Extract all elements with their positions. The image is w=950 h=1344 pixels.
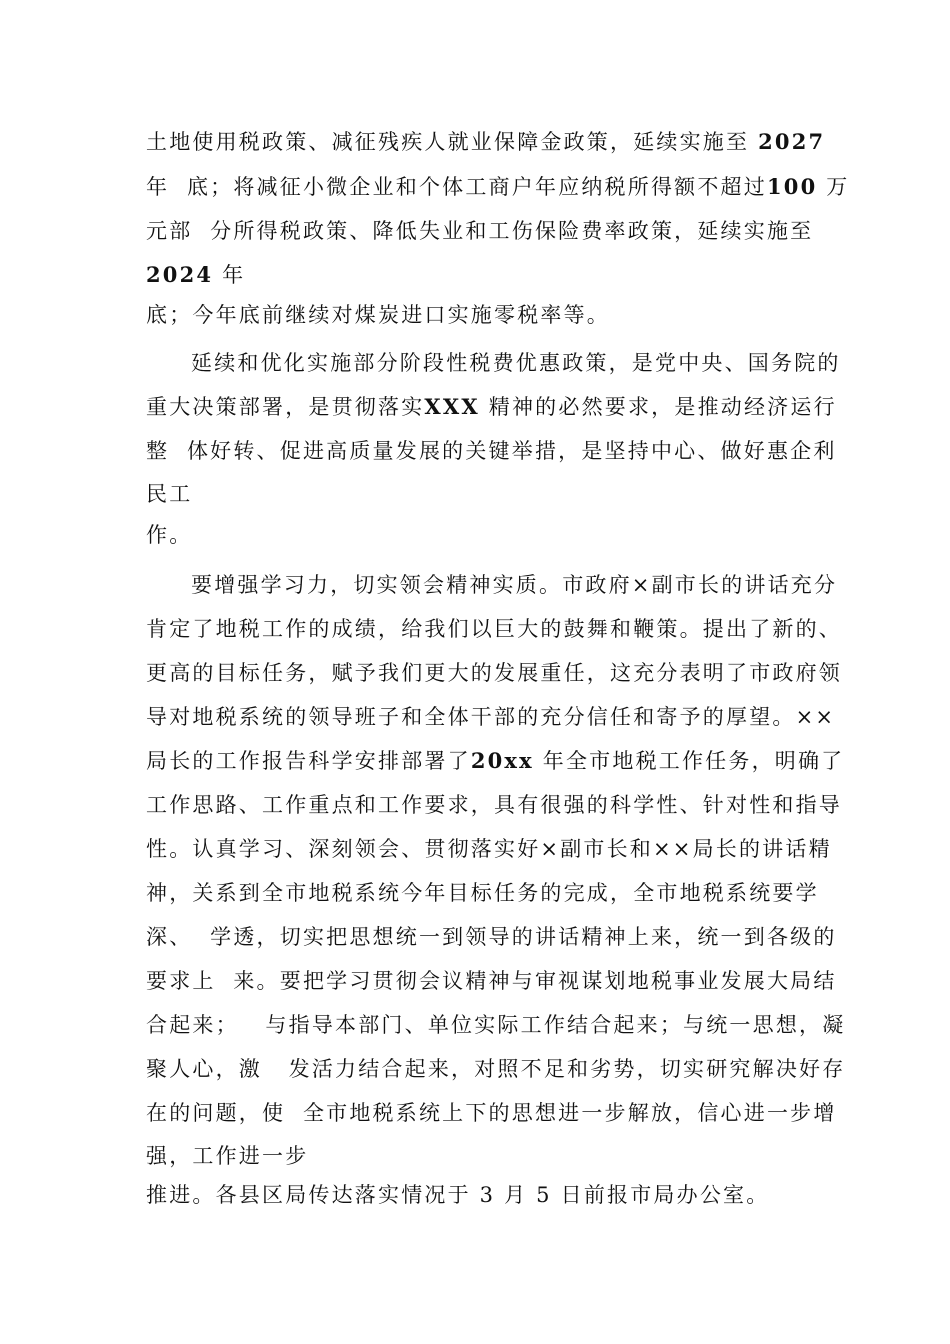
text-line: 神，关系到全市地税系统今年目标任务的完成，全市地税系统要学	[146, 881, 819, 905]
text-line: 年 底；将减征小微企业和个体工商户年应纳税所得额不超过100 万	[146, 174, 850, 199]
text-line: 更高的目标任务，赋予我们更大的发展重任，这充分表明了市政府领	[146, 661, 842, 685]
text-line: 局长的工作报告科学安排部署了20xx 年全市地税工作任务，明确了	[146, 748, 845, 773]
text-line: 要增强学习力，切实领会精神实质。市政府×副市长的讲话充分	[191, 573, 838, 597]
text-line: 2024 年	[146, 262, 246, 287]
text-line: 延续和优化实施部分阶段性税费优惠政策，是党中央、国务院的	[191, 351, 841, 375]
text-line: 性。认真学习、深刻领会、贯彻落实好×副市长和××局长的讲话精	[146, 837, 832, 861]
text-line: 要求上 来。要把学习贯彻会议精神与审视谋划地税事业发展大局结	[146, 969, 837, 993]
text-line: 深、 学透，切实把思想统一到领导的讲话精神上来，统一到各级的	[146, 925, 837, 949]
text-line: 聚人心，激 发活力结合起来，对照不足和劣势，切实研究解决好存	[146, 1057, 846, 1081]
text-line: 整 体好转、促进高质量发展的关键举措，是坚持中心、做好惠企利	[146, 439, 837, 463]
text-line: 重大决策部署，是贯彻落实XXX 精神的必然要求，是推动经济运行	[146, 394, 837, 419]
text-line: 肯定了地税工作的成绩，给我们以巨大的鼓舞和鞭策。提出了新的、	[146, 617, 842, 641]
text-line: 土地使用税政策、减征残疾人就业保障金政策，延续实施至 2027	[146, 129, 826, 154]
text-line: 推进。各县区局传达落实情况于 3 月 5 日前报市局办公室。	[146, 1183, 770, 1207]
text-line: 工作思路、工作重点和工作要求，具有很强的科学性、针对性和指导	[146, 793, 842, 817]
text-line: 底；今年底前继续对煤炭进口实施零税率等。	[146, 303, 610, 327]
text-line: 在的问题，使 全市地税系统上下的思想进一步解放，信心进一步增	[146, 1101, 837, 1125]
text-line: 强，工作进一步	[146, 1144, 309, 1168]
text-line: 元部 分所得税政策、降低失业和工伤保险费率政策，延续实施至	[146, 219, 814, 243]
text-line: 合起来； 与指导本部门、单位实际工作结合起来；与统一思想，凝	[146, 1013, 846, 1037]
text-line: 作。	[146, 523, 193, 547]
text-line: 民工	[146, 482, 193, 506]
text-line: 导对地税系统的领导班子和全体干部的充分信任和寄予的厚望。××	[146, 705, 836, 729]
